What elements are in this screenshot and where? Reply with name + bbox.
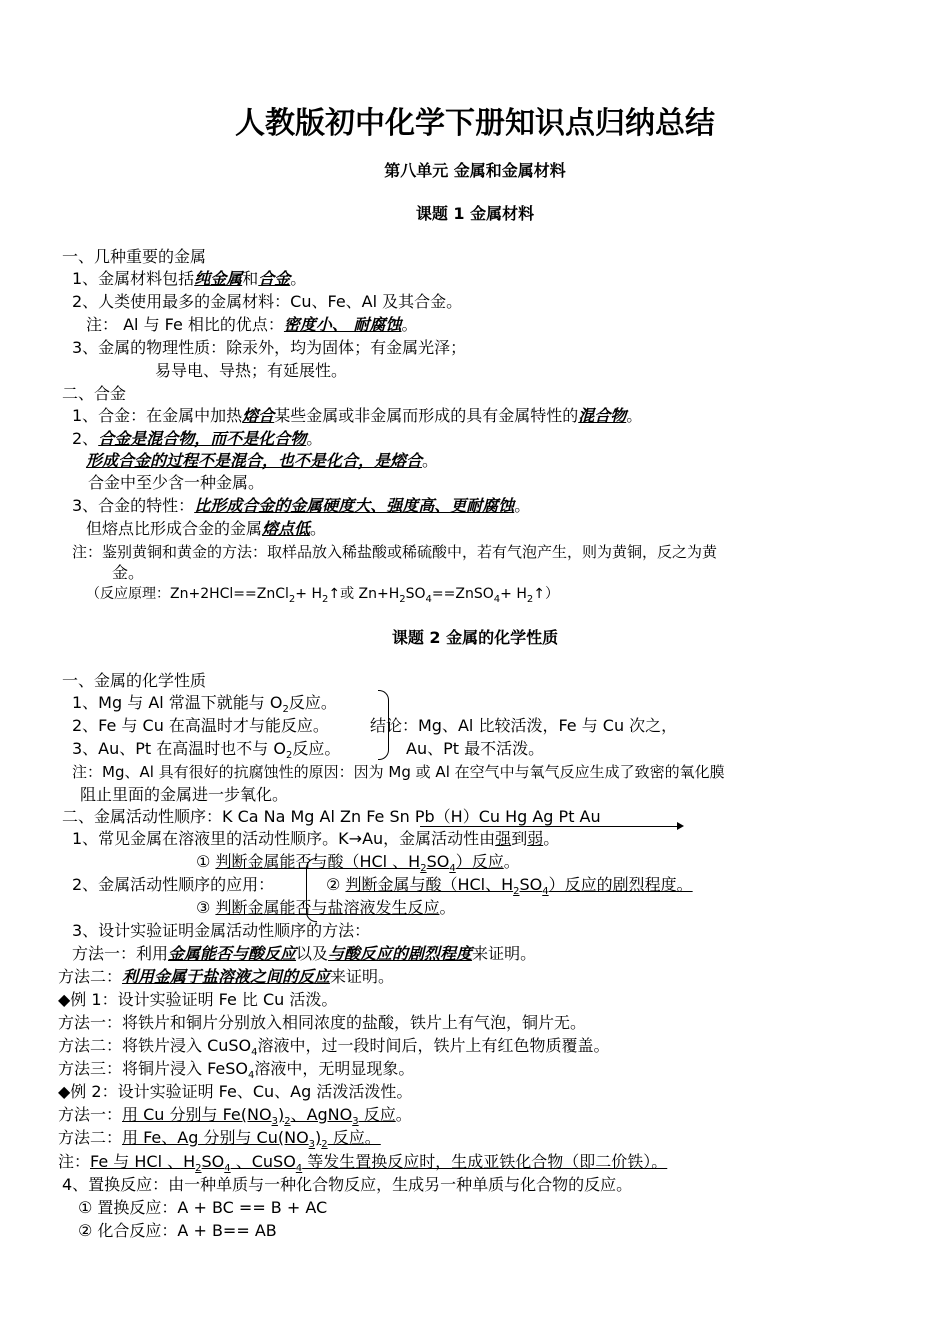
- s1-line-4: 3、金属的物理性质：除汞外，均为固体；有金属光泽；: [72, 338, 467, 357]
- s2-line-2: 2、Fe 与 Cu 在高温时才与能反应。: [72, 716, 329, 735]
- topic2-heading: 课题 2 金属的化学性质: [391, 628, 559, 647]
- application-brace: [306, 858, 317, 922]
- s1-heading-1: 一、几种重要的金属: [62, 247, 207, 266]
- s1-reaction-principle: （反应原理：Zn+2HCl==ZnCl$_2$+ $H_2↑$或 $Zn+H_2SO_4==ZnSO_4+$ $H_2↑$）: [86, 586, 559, 605]
- s1-line-13: 金。: [112, 563, 145, 582]
- s2-line-4: 注：Mg、Al 具有很好的抗腐蚀性的原因：因为 Mg 或 Al 在空气中与氧气反应生成了致密的氧化膜: [72, 763, 725, 781]
- s2-conclusion-2: Au、Pt 最不活泼。: [406, 739, 545, 758]
- s1-line-8: 形成合金的过程不是混合，也不是化合，是熔合。: [86, 451, 439, 470]
- example-1-method-2: 方法二：将铁片浸入 CuSO$_4$溶液中，过一段时间后，铁片上有红色物质覆盖。: [58, 1036, 610, 1059]
- example-2-method-1: 方法一：用 Cu 分别与 $Fe(NO_3)_2$、AgNO$_3$ 反应。: [58, 1105, 412, 1128]
- s2-line-7: 3、设计实验证明金属活动性顺序的方法：: [72, 921, 371, 940]
- s1-line-10: 3、合金的特性：比形成合金的金属硬度大、强度高、更耐腐蚀。: [72, 496, 531, 515]
- s1-line-11: 但熔点比形成合金的金属熔点低。: [86, 519, 327, 538]
- note-ferrous: 注：Fe 与 HCl 、$H_2SO_4$ 、CuSO$_4$ 等发生置换反应时，生成亚铁化合物（即二价铁）。: [58, 1152, 668, 1175]
- example-2: ◆例 2：设计实验证明 Fe、Cu、Ag 活泼活泼性。: [58, 1082, 413, 1101]
- s1-line-9: 合金中至少含一种金属。: [88, 473, 265, 492]
- example-1: ◆例 1：设计实验证明 Fe 比 Cu 活泼。: [58, 990, 338, 1009]
- unit-heading: 第八单元 金属和金属材料: [384, 161, 566, 180]
- application-lead: 2、金属活动性顺序的应用：: [72, 875, 275, 894]
- s2-line-5: 阻止里面的金属进一步氧化。: [80, 785, 289, 804]
- s2-line-8: 4、置换反应：由一种单质与一种化合物反应，生成另一种单质与化合物的反应。: [62, 1175, 633, 1194]
- method-1: 方法一：利用金属能否与酸反应以及与酸反应的剧烈程度来证明。: [72, 944, 537, 963]
- s2-line-6: 1、常见金属在溶液里的活动性顺序。K→Au，金属活动性由强到弱。: [72, 829, 560, 848]
- application-2: ② 判断金属与酸（HCl、$H_2SO_4$）反应的剧烈程度。: [326, 875, 693, 898]
- topic1-heading: 课题 1 金属材料: [415, 204, 535, 223]
- example-1-method-3: 方法三：将铜片浸入 FeSO$_4$溶液中，无明显现象。: [58, 1059, 415, 1082]
- activity-arrow: [420, 826, 678, 827]
- s2-line-3: 3、Au、Pt 在高温时也不与 $O_2$反应。: [72, 739, 341, 762]
- s1-line-12: 注：鉴别黄铜和黄金的方法：取样品放入稀盐酸或稀硫酸中，若有气泡产生，则为黄铜，反之为黄: [72, 543, 718, 561]
- displacement-reaction: ① 置换反应：A + BC == B + AC: [78, 1198, 328, 1217]
- example-2-method-2: 方法二：用 Fe、Ag 分别与 $Cu(NO_3)_2$ 反应。: [58, 1128, 381, 1151]
- document-title: 人教版初中化学下册知识点归纳总结: [235, 106, 715, 141]
- s1-line-2: 2、人类使用最多的金属材料：Cu、Fe、Al 及其合金。: [72, 292, 463, 311]
- s2-conclusion-1: 结论：Mg、Al 比较活泼，Fe 与 Cu 次之，: [370, 716, 678, 735]
- s1-heading-2: 二、合金: [62, 384, 127, 403]
- application-1: ① 判断金属能否与酸（HCl 、$H_2SO_4$）反应。: [196, 852, 520, 875]
- s2-heading-1: 一、金属的化学性质: [62, 671, 207, 690]
- s1-line-5: 易导电、导热；有延展性。: [155, 361, 348, 380]
- s2-line-1: 1、Mg 与 Al 常温下就能与 $O_2$反应。: [72, 693, 337, 716]
- method-2: 方法二：利用金属于盐溶液之间的反应来证明。: [58, 967, 395, 986]
- combination-reaction: ② 化合反应：A + B== AB: [78, 1221, 277, 1240]
- conclusion-brace: [378, 690, 389, 760]
- s2-heading-2: 二、金属活动性顺序：K Ca Na Mg Al Zn Fe Sn Pb（H）Cu Hg Ag Pt Au: [62, 807, 601, 826]
- s1-line-3: 注： Al 与 Fe 相比的优点：密度小、 耐腐蚀。: [86, 315, 418, 334]
- example-1-method-1: 方法一：将铁片和铜片分别放入相同浓度的盐酸，铁片上有气泡，铜片无。: [58, 1013, 587, 1032]
- application-3: ③ 判断金属能否与盐溶液发生反应。: [196, 898, 456, 917]
- s1-line-1: 1、金属材料包括纯金属和合金。: [72, 269, 307, 288]
- s1-line-7: 2、合金是混合物，而不是化合物。: [72, 429, 323, 448]
- s1-line-6: 1、合金：在金属中加热熔合某些金属或非金属而形成的具有金属特性的混合物。: [72, 406, 643, 425]
